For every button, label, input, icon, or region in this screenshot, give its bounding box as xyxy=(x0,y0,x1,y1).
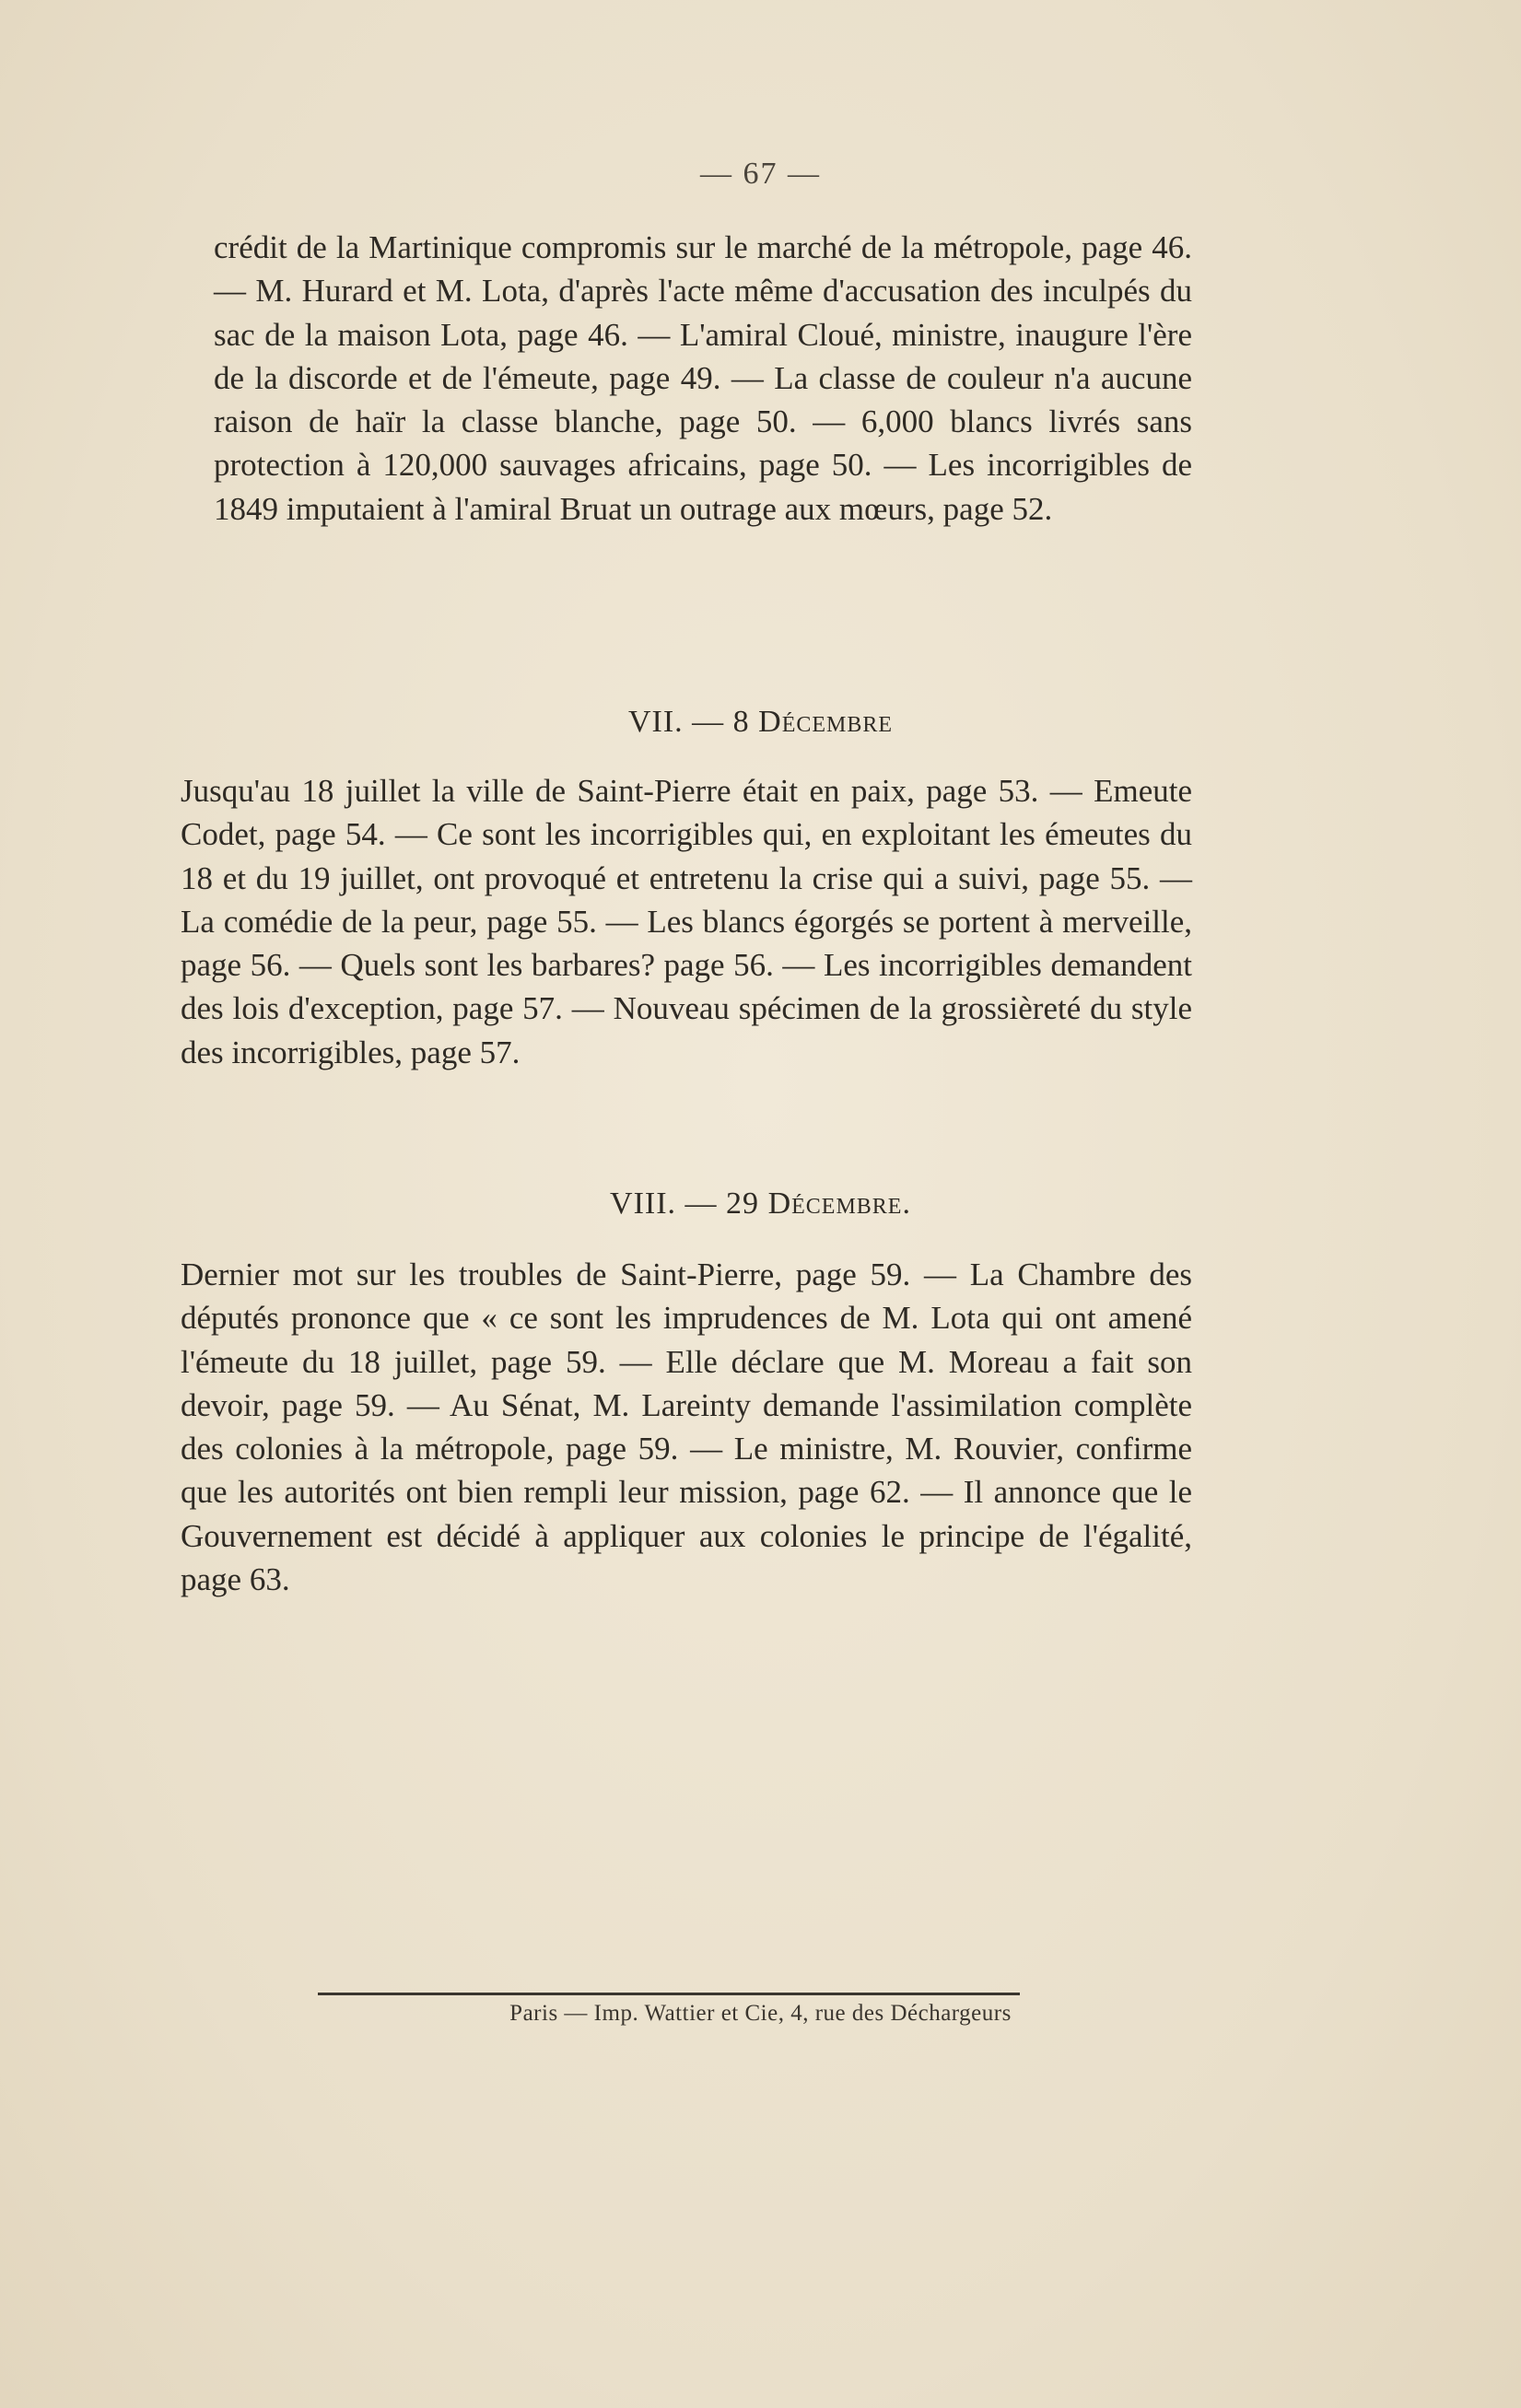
section-heading-vii-word: Décembre xyxy=(758,705,894,739)
section-viii-paragraph: Dernier mot sur les troubles de Saint-Pierre, page 59. — La Chambre des députés prononce que « ce sont les imprudences de M. Lota qui ont amené l'émeute du 18 juillet, page 59. — Elle déclare que M. Moreau a fait son devoir, page 59. — Au Sénat, M. Lareinty demande l'assimilation complète des colonies à la métropole, page 59. — Le ministre, M. Rouvier, confirme que les autorités ont bien rempli leur mission, page 62. — Il annonce que le Gouvernement est décidé à appliquer aux colonies le principe de l'égalité, page 63. xyxy=(181,1257,1192,1598)
printer-imprint: Paris — Imp. Wattier et Cie, 4, rue des Déchargeurs xyxy=(509,2001,1012,2026)
section-heading-vii xyxy=(0,705,1521,740)
footer-rule xyxy=(318,1993,1020,1995)
section-heading-vii-numeral: VII. — 8 xyxy=(627,705,750,739)
section-heading-viii-word: Décembre. xyxy=(767,1186,911,1221)
section-heading-viii-numeral: VIII. — 29 xyxy=(610,1186,760,1221)
section-vii-paragraph: Jusqu'au 18 juillet la ville de Saint-Pierre était en paix, page 53. — Emeute Codet, page 54. — Ce sont les incorrigibles qui, en exploitant les émeutes du 18 et du 19 juillet, ont provoqué et entretenu la crise qui a suivi, page 55. — La comédie de la peur, page 55. — Les blancs égorgés se portent à merveille, page 56. — Quels sont les barbares? page 56. — Les incorrigibles demandent des lois d'exception, page 57. — Nouveau spécimen de la grossièreté du style des incorrigibles, page 57. xyxy=(181,773,1192,1070)
intro-paragraph: crédit de la Martinique compromis sur le marché de la métropole, page 46. — M. Hurard et M. Lota, d'après l'acte même d'accusation des inculpés du sac de la maison Lota, page 46. — L'amiral Cloué, ministre, inaugure l'ère de la discorde et de l'émeute, page 49. — La classe de couleur n'a aucune raison de haïr la classe blanche, page 50. — 6,000 blancs livrés sans protection à 120,000 sauvages africains, page 50. — Les incorrigibles de 1849 imputaient à l'amiral Bruat un outrage aux mœurs, page 52. xyxy=(214,229,1192,527)
section-heading-viii xyxy=(0,1186,1521,1222)
page-number: — 67 — xyxy=(700,157,821,191)
